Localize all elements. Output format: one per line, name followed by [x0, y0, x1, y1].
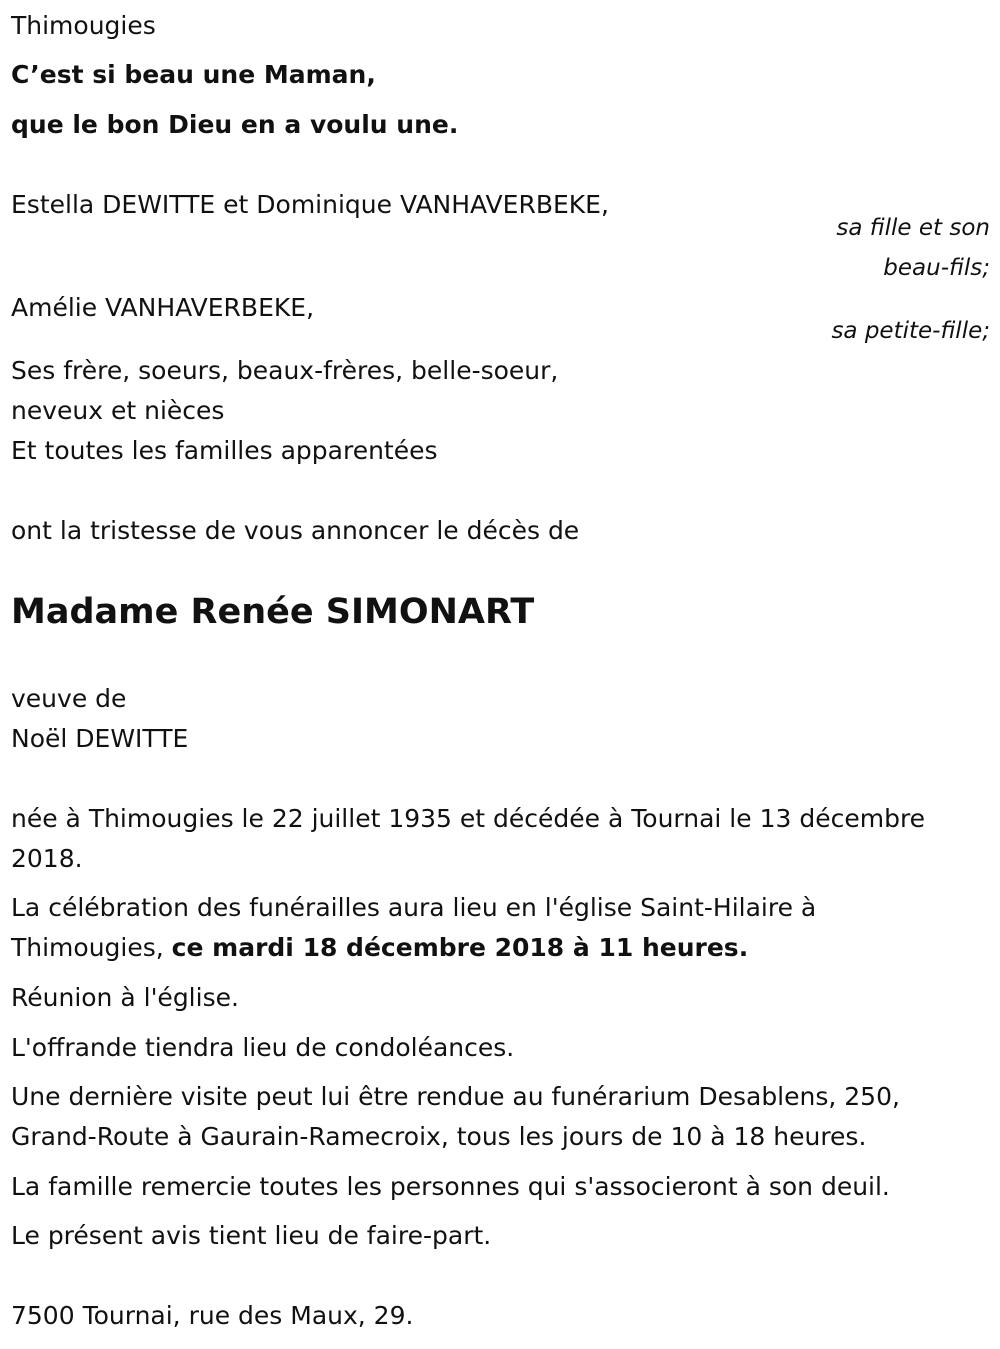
- funeral-line-2: [11, 928, 748, 968]
- granddaughter-relation: sa petite-fille;: [831, 318, 990, 344]
- deceased-name: Madame Renée SIMONART: [11, 592, 535, 632]
- granddaughter-name: Amélie VANHAVERBEKE,: [11, 293, 315, 322]
- verse-line-1: C’est si beau une Maman,: [11, 60, 376, 89]
- daughter-relation-line-1: sa fille et son: [836, 215, 990, 241]
- siblings-line-2: neveux et nièces: [11, 396, 225, 425]
- birth-death-line-2: 2018.: [11, 844, 83, 873]
- visit-line-2: Grand-Route à Gaurain-Ramecroix, tous les jours de 10 à 18 heures.: [11, 1122, 867, 1151]
- widow-label: veuve de: [11, 684, 127, 713]
- notice-text: Le présent avis tient lieu de faire-part.: [11, 1221, 492, 1250]
- address-text: 7500 Tournai, rue des Maux, 29.: [11, 1301, 414, 1330]
- siblings-line-1: Ses frère, soeurs, beaux-frères, belle-soeur,: [11, 356, 559, 385]
- thanks-text: La famille remercie toutes les personnes qui s'associeront à son deuil.: [11, 1172, 890, 1201]
- spouse-name: Noël DEWITTE: [11, 724, 189, 753]
- visit-line-1: Une dernière visite peut lui être rendue au funérarium Desablens, 250,: [11, 1082, 900, 1111]
- funeral-place: Thimougies,: [11, 933, 172, 962]
- meeting-text: Réunion à l'église.: [11, 983, 239, 1012]
- daughter-names: Estella DEWITTE et Dominique VANHAVERBEKE,: [11, 190, 609, 219]
- verse-line-2: que le bon Dieu en a voulu une.: [11, 110, 459, 139]
- birth-death-line-1: née à Thimougies le 22 juillet 1935 et décédée à Tournai le 13 décembre: [11, 804, 926, 833]
- daughter-relation-line-2: beau-fils;: [883, 255, 990, 281]
- announcement-text: ont la tristesse de vous annoncer le décès de: [11, 516, 580, 545]
- offering-text: L'offrande tiendra lieu de condoléances.: [11, 1033, 515, 1062]
- funeral-line-1: La célébration des funérailles aura lieu en l'église Saint-Hilaire à: [11, 893, 817, 922]
- place-heading: Thimougies: [11, 11, 156, 40]
- siblings-line-3: Et toutes les familles apparentées: [11, 436, 438, 465]
- funeral-date-time: ce mardi 18 décembre 2018 à 11 heures.: [171, 933, 749, 962]
